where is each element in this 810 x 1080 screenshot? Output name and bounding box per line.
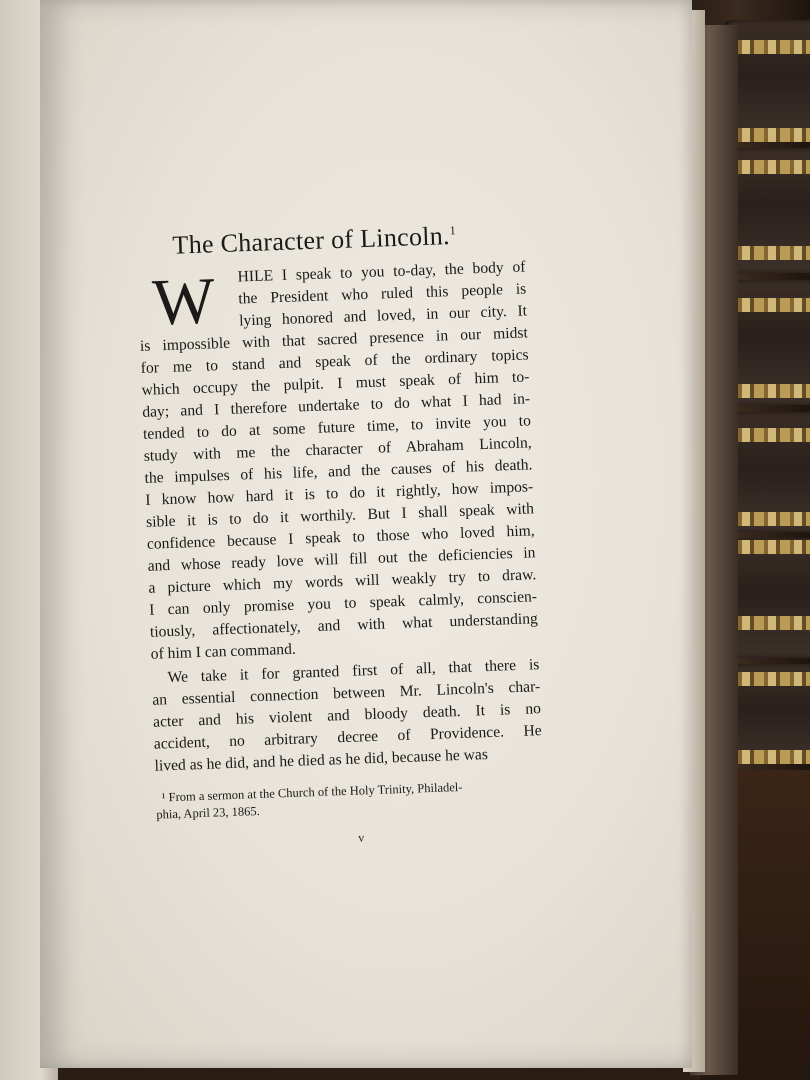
gilt-ornament [728,540,810,554]
chapter-title: The Character of Lincoln.$^1$ [171,221,457,260]
gilt-ornament [728,512,810,526]
gilt-ornament [728,616,810,630]
text-line: a picture which my words will weakly try to draw. [148,566,537,597]
text-line: which occupy the pulpit. I must speak of him to- [141,368,530,399]
gilt-ornament [728,750,810,764]
text-line: confidence because I speak to those who loved him, [146,522,535,553]
text-line: day; and I therefore undertake to do what I had in- [142,390,531,421]
text-line: I can only promise you to speak calmly, conscien- [148,588,538,619]
text-line: lying honored and loved, in our city. It [238,302,528,330]
gilt-ornament [728,298,810,312]
text-line: lived as he did, and he died as he did, because he was [154,746,489,775]
text-line: is impossible with that sacred presence in our midst [139,324,529,355]
text-line: ¹ From a sermon at the Church of the Holy Trinity, Philadel- [161,779,463,805]
drop-cap: W [151,264,217,340]
gilt-ornament [728,428,810,442]
text-line: the President who ruled this people is [238,280,527,308]
text-line: HILE I speak to you to-day, the body of [237,258,526,286]
text-line: study with me the character of Abraham Lincoln, [143,434,532,465]
gilt-ornament [728,384,810,398]
text-line: We take it for granted first of all, that there is [167,656,540,687]
gilt-ornament [728,160,810,174]
text-line: accident, no arbitrary decree of Providence. He [153,722,542,753]
page-number: v [358,830,365,845]
text-line: acter and his violent and bloody death. It is no [152,700,542,731]
footnote [155,776,544,824]
paragraph-2 [151,654,543,777]
gilt-ornament [728,40,810,54]
page-text-block [136,218,545,852]
text-line: tiously, affectionately, and with what understanding [149,610,539,641]
text-line: an essential connection between Mr. Lincoln's char- [152,678,541,709]
text-line: I know how hard it is to do it rightly, how impos- [145,478,534,509]
gilt-ornament [728,246,810,260]
gilt-ornament [728,128,810,142]
text-line: sible it is to do it worthily. But I shall speak with [145,500,535,531]
text-line: for me to stand and speak of the ordinary topics [140,346,529,377]
gilt-ornament [728,672,810,686]
text-line: phia, April 23, 1865. [156,804,260,822]
paragraph-1 [137,256,539,665]
text-line: and whose ready love will fill out the deficiencies in [147,544,536,575]
text-line: the impulses of his life, and the causes of his death. [144,456,533,487]
footnote-mark: 1 [449,223,457,238]
text-line: tended to do at some future time, to invite you to [142,412,532,443]
text-line: of him I can command. [150,640,297,663]
